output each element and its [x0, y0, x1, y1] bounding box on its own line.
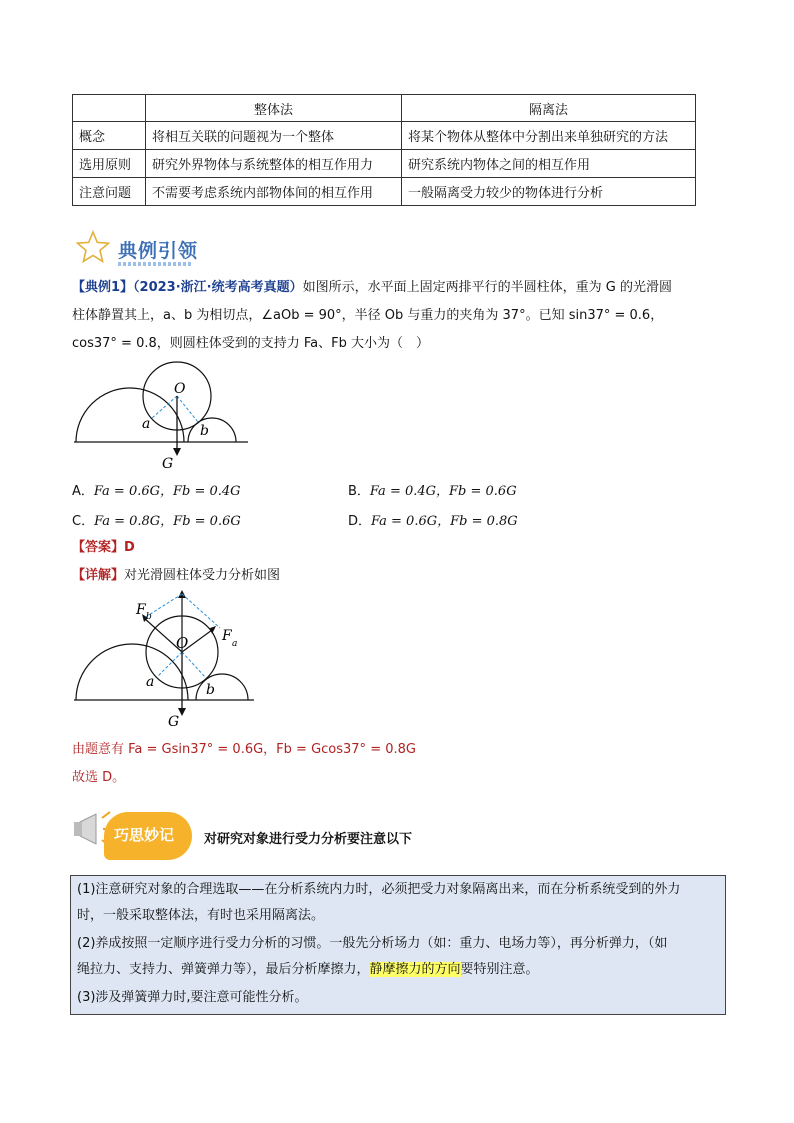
tip-highlight: 静摩擦力的方向 — [369, 962, 461, 977]
option-letter: A． — [72, 484, 94, 499]
answer-label: 【答案】 — [72, 540, 125, 555]
answer-value: D — [124, 540, 135, 555]
table-cell: 研究系统内物体之间的相互作用 — [402, 150, 696, 178]
table-cell: 不需要考虑系统内部物体间的相互作用 — [146, 178, 402, 206]
label-b: b — [200, 423, 209, 439]
section-title: 典例引领 — [118, 240, 199, 262]
option-b[interactable] — [348, 480, 517, 499]
table-cell: 概念 — [73, 122, 146, 150]
tip-box — [70, 875, 726, 1015]
table-row — [73, 150, 696, 178]
label-O: O — [176, 634, 189, 652]
table-cell: 选用原则 — [73, 150, 146, 178]
label-a: a — [142, 416, 151, 432]
detail-text: 对光滑圆柱体受力分析如图 — [124, 568, 281, 583]
table-row — [73, 122, 696, 150]
option-d[interactable] — [348, 510, 518, 529]
label-G: G — [168, 714, 180, 730]
table-header-cell: 隔离法 — [402, 95, 696, 122]
label-a: a — [146, 674, 155, 690]
example-stem: 如图所示，水平面上固定两排平行的半圆柱体，重为 G 的光滑圆 — [302, 280, 672, 295]
label-G: G — [162, 456, 174, 472]
detail-line — [72, 566, 280, 586]
table-cell: 注意问题 — [73, 178, 146, 206]
label-b: b — [206, 682, 215, 698]
tip-p1-line2: 时，一般采取整体法，有时也采用隔离法。 — [77, 908, 325, 923]
tip-text: 要特别注意。 — [460, 962, 539, 977]
label-Fa: F — [222, 628, 232, 644]
tip-p2-line2 — [77, 960, 719, 980]
comparison-table — [72, 94, 696, 206]
tip-text: 绳拉力、支持力、弹簧弹力等），最后分析摩擦力， — [77, 962, 370, 977]
tip-p1-line1: (1)注意研究对象的合理选取——在分析系统内力时，必须把受力对象隔离出来，而在分析系统受到的外力 — [77, 882, 681, 897]
table-row — [73, 178, 696, 206]
problem-figure — [70, 360, 250, 472]
example-line-2: 柱体静置其上，a、b 为相切点，∠aOb = 90°，半径 Ob 与重力的夹角为 37°。已知 sin37° = 0.6， — [72, 308, 664, 323]
tip-p3: (3)涉及弹簧弹力时,要注意可能性分析。 — [77, 990, 308, 1005]
table-header-row — [73, 95, 696, 122]
label-O: O — [174, 381, 186, 397]
example-tag: 【典例1】 — [72, 280, 134, 295]
label-Fb-sub: b — [146, 612, 152, 622]
option-c[interactable] — [72, 510, 241, 529]
option-text: Fa = 0.6G，Fb = 0.4G — [93, 484, 241, 499]
section-title-underline — [118, 262, 192, 266]
label-Fa-sub: a — [232, 639, 238, 649]
derivation-line: 由题意有 Fa = Gsin37° = 0.6G，Fb = Gcos37° = 0.8G — [72, 742, 416, 757]
option-text: Fa = 0.4G，Fb = 0.6G — [369, 484, 517, 499]
option-letter: B． — [348, 484, 370, 499]
example-line-1 — [72, 278, 672, 298]
tip-p2-line1: (2)养成按照一定顺序进行受力分析的习惯。一般先分析场力（如：重力、电场力等），再分析弹力，（如 — [77, 936, 668, 951]
label-Fb: F — [136, 602, 146, 618]
example-line-3: cos37° = 0.8，则圆柱体受到的支持力 Fa、Fb 大小为（ ） — [72, 336, 429, 351]
detail-label: 【详解】 — [72, 568, 125, 583]
conclusion-line: 故选 D。 — [72, 770, 126, 785]
table-cell: 一般隔离受力较少的物体进行分析 — [402, 178, 696, 206]
table-cell: 研究外界物体与系统整体的相互作用力 — [146, 150, 402, 178]
option-letter: D． — [348, 514, 372, 529]
answer-line — [72, 538, 135, 558]
option-text: Fa = 0.6G，Fb = 0.8G — [371, 514, 518, 529]
tip-badge-label: 巧思妙记 — [114, 826, 175, 844]
force-diagram — [70, 588, 260, 736]
option-a[interactable] — [72, 480, 241, 499]
table-cell: 将某个物体从整体中分割出来单独研究的方法 — [402, 122, 696, 150]
table-cell: 将相互关联的问题视为一个整体 — [146, 122, 402, 150]
table-header-cell: 整体法 — [146, 95, 402, 122]
star-icon — [76, 230, 110, 264]
tip-title: 对研究对象进行受力分析要注意以下 — [204, 832, 413, 847]
table-header-cell — [73, 95, 146, 122]
example-source: （2023·浙江·统考高考真题） — [133, 280, 303, 295]
option-text: Fa = 0.8G，Fb = 0.6G — [94, 514, 241, 529]
option-letter: C． — [72, 514, 95, 529]
